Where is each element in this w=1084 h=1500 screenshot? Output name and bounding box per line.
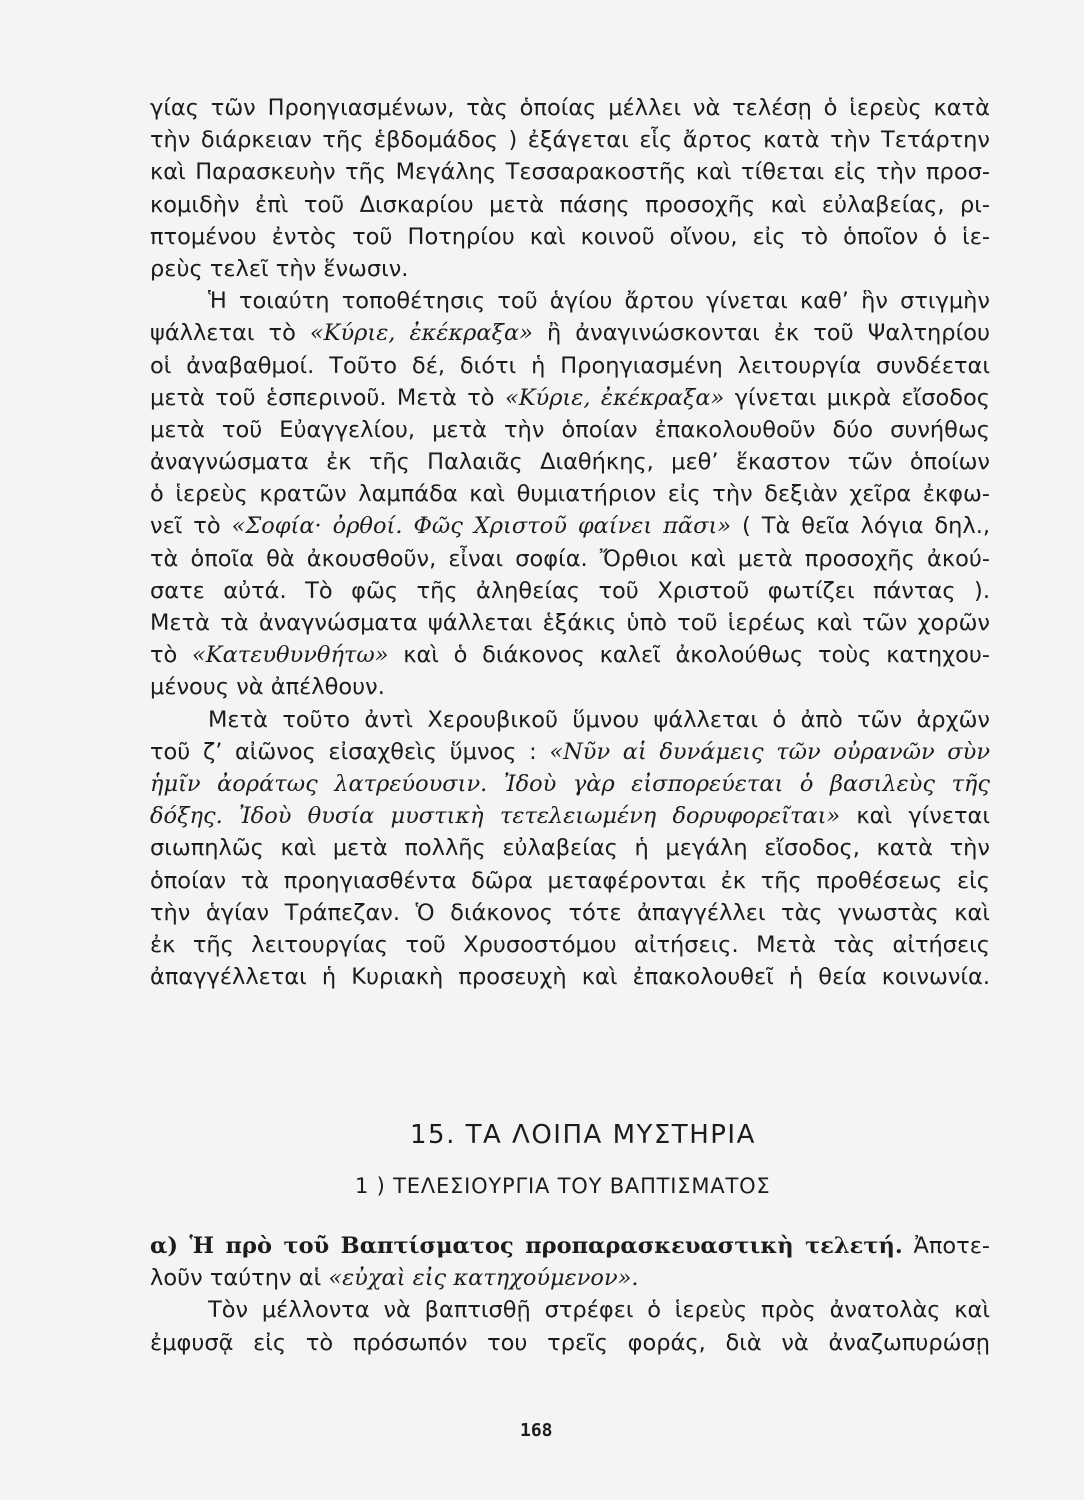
- text-line: [150, 800, 990, 832]
- text-line: [150, 671, 990, 703]
- text-span: τὰ ὁποῖα θὰ ἀκουσθοῦν, εἶναι σοφία. Ὄρθιοι καὶ μετὰ προσοχῆς ἀκού-: [150, 545, 990, 572]
- section-text: [150, 1230, 990, 1359]
- text-line: [150, 1230, 990, 1262]
- text-line: [150, 704, 990, 736]
- text-line: [150, 1262, 990, 1294]
- italic-quote: ἡμῖν ἀοράτως λατρεύουσιν. Ἰδοὺ γὰρ εἰσπορεύεται ὁ βασιλεὺς τῆς: [150, 770, 990, 797]
- text-line: [150, 92, 990, 124]
- text-line: [150, 317, 990, 349]
- text-span: Ἀποτε-: [902, 1233, 990, 1259]
- italic-quote: «Κύριε, ἐκέκραξα»: [504, 384, 725, 411]
- text-span: σατε αὐτά. Τὸ φῶς τῆς ἀληθείας τοῦ Χριστοῦ φωτίζει πάντας ).: [150, 577, 990, 604]
- italic-quote: «Κύριε, ἐκέκραξα»: [309, 320, 533, 347]
- text-span: ὁποίαν τὰ προηγιασθέντα δῶρα μεταφέρονται ἐκ τῆς προθέσεως εἰς: [150, 867, 990, 894]
- text-span: ἐμφυσᾷ εἰς τὸ πρόσωπόν του τρεῖς φοράς, διὰ νὰ ἀναζωπυρώσῃ: [150, 1329, 990, 1356]
- text-line: [150, 285, 990, 317]
- text-line: [150, 221, 990, 253]
- text-line: [150, 124, 990, 156]
- text-span: λοῦν ταύτην αἱ: [150, 1265, 329, 1292]
- text-span: τὴν ἁγίαν Τράπεζαν. Ὁ διάκονος τότε ἀπαγγέλλει τὰς γνωστὰς καὶ: [150, 899, 990, 926]
- text-line: [150, 897, 990, 929]
- text-span: Ἡ τοιαύτη τοποθέτησις τοῦ ἁγίου ἄρτου γίνεται καθ’ ἣν στιγμὴν: [208, 288, 990, 315]
- text-span: γίνεται μικρὰ εἴσοδος: [724, 384, 990, 411]
- text-span: καὶ Παρασκευὴν τῆς Μεγάλης Τεσσαρακοστῆς καὶ τίθεται εἰς τὴν προσ-: [150, 159, 990, 186]
- text-span: μένους νὰ ἀπέλθουν.: [150, 674, 385, 701]
- text-line: [150, 607, 990, 639]
- text-line: [150, 575, 990, 607]
- text-span: ( Τὰ θεῖα λόγια δηλ.,: [731, 513, 990, 540]
- italic-quote: «Σοφία· ὀρθοί. Φῶς Χριστοῦ φαίνει πᾶσι»: [231, 513, 732, 540]
- text-line: [150, 350, 990, 382]
- text-line: [150, 832, 990, 864]
- bold-title: α) Ἡ πρὸ τοῦ Βαπτίσματος προπαρασκευαστικὴ τελετή.: [150, 1233, 903, 1259]
- text-line: [150, 510, 990, 542]
- text-span: μετὰ τοῦ Εὐαγγελίου, μετὰ τὴν ὁποίαν ἐπακολουθοῦν δύο συνήθως: [150, 416, 990, 443]
- section-heading: 15. ΤΑ ΛΟΙΠΑ ΜΥΣΤΗΡΙΑ: [410, 1120, 756, 1150]
- subsection-heading: 1 ) ΤΕΛΕΣΙΟΥΡΓΙΑ ΤΟΥ ΒΑΠΤΙΣΜΑΤΟΣ: [355, 1174, 771, 1198]
- text-line: [150, 156, 990, 188]
- text-span: καὶ ὁ διάκονος καλεῖ ἀκολούθως τοὺς κατηχου-: [388, 642, 990, 669]
- italic-quote: «Κατευθυνθήτω»: [192, 642, 389, 669]
- text-span: τὸ: [150, 642, 193, 669]
- text-line: [150, 189, 990, 221]
- italic-quote: δόξης. Ἰδοὺ θυσία μυστικὴ τετελειωμένη δορυφορεῖται»: [150, 803, 841, 830]
- text-span: Τὸν μέλλοντα νὰ βαπτισθῇ στρέφει ὁ ἱερεὺς πρὸς ἀνατολὰς καὶ: [208, 1297, 990, 1324]
- text-line: [150, 736, 990, 768]
- text-span: μετὰ τοῦ ἑσπερινοῦ. Μετὰ τὸ: [150, 384, 505, 411]
- italic-quote: «εὐχαὶ εἰς κατηχούμενον».: [328, 1265, 639, 1292]
- text-line: [150, 768, 990, 800]
- text-span: ἀπαγγέλλεται ἡ Κυριακὴ προσευχὴ καὶ ἐπακολουθεῖ ἡ θεία κοινωνία.: [150, 964, 990, 991]
- page-number: 168: [520, 1420, 553, 1441]
- text-span: νεῖ τὸ: [150, 513, 232, 540]
- text-span: καὶ γίνεται: [840, 803, 990, 830]
- text-line: [150, 1327, 990, 1359]
- text-span: ἀναγνώσματα ἐκ τῆς Παλαιᾶς Διαθήκης, μεθ’ ἕκαστον τῶν ὁποίων: [150, 449, 990, 476]
- text-span: τοῦ ζ’ αἰῶνος εἰσαχθεὶς ὕμνος :: [150, 738, 550, 765]
- text-span: ρεὺς τελεῖ τὴν ἕνωσιν.: [150, 255, 409, 282]
- text-line: [150, 382, 990, 414]
- text-line: [150, 865, 990, 897]
- text-span: κομιδὴν ἐπὶ τοῦ Δισκαρίου μετὰ πάσης προσοχῆς καὶ εὐλαβείας, ρι-: [150, 191, 990, 218]
- text-span: ὁ ἱερεὺς κρατῶν λαμπάδα καὶ θυμιατήριον εἰς τὴν δεξιὰν χεῖρα ἐκφω-: [150, 481, 990, 508]
- text-span: Μετὰ τοῦτο ἀντὶ Χερουβικοῦ ὕμνου ψάλλεται ὁ ἀπὸ τῶν ἀρχῶν: [208, 706, 990, 733]
- main-text: [150, 92, 990, 993]
- text-span: ἐκ τῆς λειτουργίας τοῦ Χρυσοστόμου αἰτήσεις. Μετὰ τὰς αἰτήσεις: [150, 931, 990, 958]
- text-line: [150, 543, 990, 575]
- text-span: ἢ ἀναγινώσκονται ἐκ τοῦ Ψαλτηρίου: [532, 320, 990, 347]
- italic-quote: «Νῦν αἱ δυνάμεις τῶν οὐρανῶν σὺν: [549, 738, 990, 765]
- text-span: γίας τῶν Προηγιασμένων, τὰς ὁποίας μέλλει νὰ τελέσῃ ὁ ἱερεὺς κατὰ: [150, 95, 990, 121]
- text-span: οἱ ἀναβαθμοί. Τοῦτο δέ, διότι ἡ Προηγιασμένη λειτουργία συνδέεται: [150, 352, 990, 379]
- text-line: [150, 414, 990, 446]
- text-line: [150, 478, 990, 510]
- text-line: [150, 1294, 990, 1326]
- text-span: τὴν διάρκειαν τῆς ἑβδομάδος ) ἐξάγεται εἷς ἄρτος κατὰ τὴν Τετάρτην: [150, 127, 990, 154]
- text-span: πτομένου ἐντὸς τοῦ Ποτηρίου καὶ κοινοῦ οἴνου, εἰς τὸ ὁποῖον ὁ ἱε-: [150, 223, 990, 250]
- text-line: [150, 446, 990, 478]
- text-span: ψάλλεται τὸ: [150, 320, 310, 347]
- text-line: [150, 253, 990, 285]
- text-line: [150, 639, 990, 671]
- text-line: [150, 929, 990, 961]
- text-line: [150, 961, 990, 993]
- text-span: σιωπηλῶς καὶ μετὰ πολλῆς εὐλαβείας ἡ μεγάλη εἴσοδος, κατὰ τὴν: [150, 835, 990, 862]
- text-span: Μετὰ τὰ ἀναγνώσματα ψάλλεται ἑξάκις ὑπὸ τοῦ ἱερέως καὶ τῶν χορῶν: [150, 610, 990, 636]
